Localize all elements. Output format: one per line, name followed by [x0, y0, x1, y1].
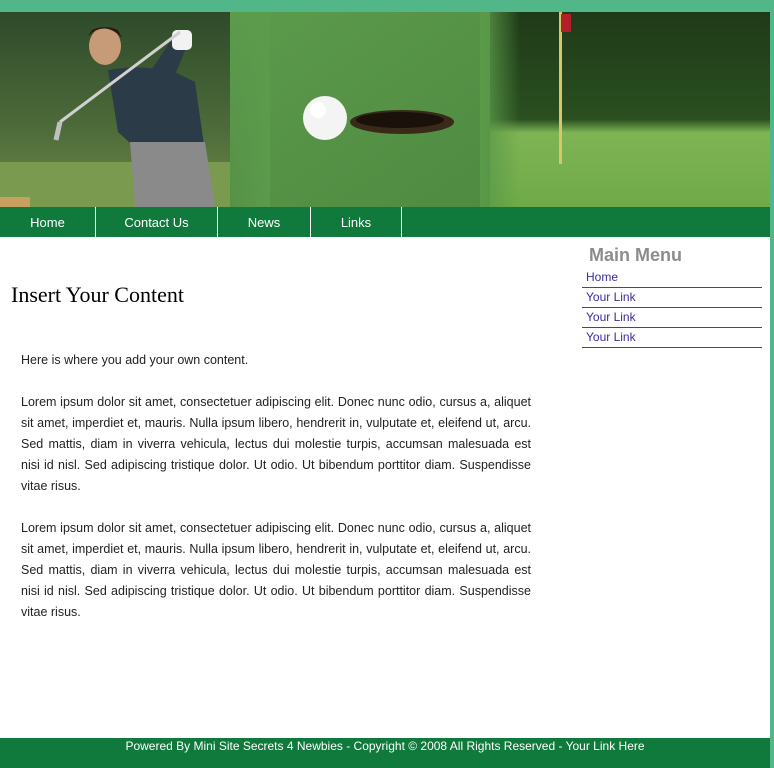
sidebar-link-2[interactable]: Your Link [582, 308, 762, 328]
nav-home[interactable]: Home [0, 207, 96, 237]
sidebar-link-home[interactable]: Home [582, 268, 762, 288]
content-paragraph-2: Lorem ipsum dolor sit amet, consectetuer adipiscing elit. Donec nunc odio, cursus a, aliquet sit amet, imperdiet et, mauris. Nulla ipsum libero, hendrerit in, vulputate et, eleifend ut, arcu. Sed mattis, diam in viverra vehicula, lectus dui molestie turpis, accumsan malesuada est nisi id nisl. Sed adipiscing tristique dolor. Ut odio. Ut bibendum porttitor diam. Suspendisse vitae risus. [21, 521, 531, 619]
page-container [0, 12, 770, 768]
golf-banner-image [0, 12, 770, 207]
content-paragraph-1: Lorem ipsum dolor sit amet, consectetuer adipiscing elit. Donec nunc odio, cursus a, aliquet sit amet, imperdiet et, mauris. Nulla ipsum libero, hendrerit in, vulputate et, eleifend ut, arcu. Sed mattis, diam in viverra vehicula, lectus dui molestie turpis, accumsan malesuada est nisi id nisl. Sed adipiscing tristique dolor. Ut odio. Ut bibendum porttitor diam. Suspendisse vitae risus. [21, 395, 531, 493]
footer [0, 738, 770, 768]
top-nav [0, 207, 770, 237]
nav-contact-us[interactable]: Contact Us [96, 207, 218, 237]
sidebar-main-menu [582, 244, 762, 348]
main-content [21, 350, 531, 644]
nav-links[interactable]: Links [311, 207, 402, 237]
sidebar-title: Main Menu [589, 245, 682, 265]
content-intro: Here is where you add your own content. [21, 353, 249, 367]
footer-text: Powered By Mini Site Secrets 4 Newbies - Copyright © 2008 All Rights Reserved - Your Link Here [125, 739, 645, 753]
sidebar-link-1[interactable]: Your Link [582, 288, 762, 308]
sidebar-link-3[interactable]: Your Link [582, 328, 762, 348]
nav-news[interactable]: News [218, 207, 311, 237]
page-title: Insert Your Content [11, 282, 184, 307]
header-banner [0, 12, 770, 207]
